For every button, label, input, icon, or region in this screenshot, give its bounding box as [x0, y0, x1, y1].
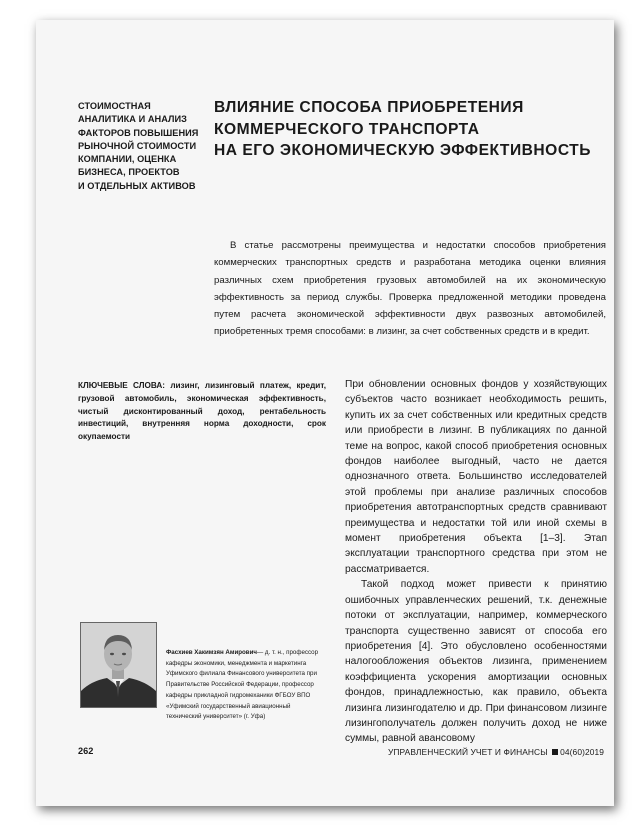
author-bio: — д. т. н., профессор кафедры экономики, менеджмента и маркетинга Уфимского филиала Финансового университета при Правительстве Российской Федерации, профессор кафедры прикладной гидромеханики ФГБОУ ВПО «Уфимский государственный авиационный технический университет» (г. Уфа) [166, 649, 319, 721]
body-paragraph: При обновлении основных фондов у хозяйствующих субъектов часто возникает необходимость решить, купить их за счет собственных или кредитных средств или приобрести в лизинг. В публикациях по данной теме на вопрос, какой способ приобретения основных фондов наиболее выгодный, часто не дается однозначного ответа. Большинство исследователей этой проблемы при анализе различных способов приобретения автотранспортных средств сравнивают преимущества и недостатки той или иной схемы в момент приобретения объекта [1–3]. Этап эксплуатации транспортного средства при этом не рассматривается. [345, 379, 607, 575]
section-caption-line: ФАКТОРОВ ПОВЫШЕНИЯ [78, 127, 199, 138]
article-title-line: КОММЕРЧЕСКОГО ТРАНСПОРТА [214, 120, 480, 138]
author-portrait-icon [81, 623, 156, 707]
section-caption-line: РЫНОЧНОЙ СТОИМОСТИ [78, 140, 197, 151]
section-caption-line: СТОИМОСТНАЯ [78, 101, 151, 111]
section-caption [78, 100, 208, 193]
abstract-text: В статье рассмотрены преимущества и недостатки способов приобретения коммерческих транспортных средств и разработана методика оценки влияния различных схем приобретения грузовых автомобилей на их экономическую эффективность за период службы. Проверка предложенной методики проведена путем расчета экономической эффективности двух развозных автомобилей, приобретенных тремя способами: в лизинг, за счет собственных средств и в кредит. [214, 240, 606, 338]
journal-footer [388, 747, 604, 757]
author-name: Фасхиев Хакимзян Амирович [166, 649, 258, 656]
body-paragraph: Такой подход может привести к принятию ошибочных управленческих решений, т.к. денежные потоки от эксплуатации, например, коммерческого транспорта существенно зависят от способа его приобретения [4]. Это обусловлено особенностями налогообложения объектов лизинга, применением коэффициента ускорения амортизации основных фондов, принадлежностью, как правило, объекта лизинга лизингодателю и др. При финансовом лизинге лизингополучатель должен получить доход не ниже суммы, равной авансовому [345, 579, 607, 745]
author-info [166, 648, 326, 723]
section-caption-line: КОМПАНИИ, ОЦЕНКА [78, 154, 177, 165]
journal-issue: 04(60)2019 [560, 747, 604, 757]
page-number: 262 [78, 746, 94, 756]
article-title-line: НА ЕГО ЭКОНОМИЧЕСКУЮ ЭФФЕКТИВНОСТЬ [214, 142, 591, 160]
article-title-line: ВЛИЯНИЕ СПОСОБА ПРИОБРЕТЕНИЯ [214, 99, 524, 116]
square-separator-icon [552, 749, 558, 755]
section-caption-line: АНАЛИТИКА И АНАЛИЗ [78, 114, 187, 125]
journal-name: УПРАВЛЕНЧЕСКИЙ УЧЕТ И ФИНАНСЫ [387, 747, 548, 757]
section-caption-line: БИЗНЕСА, ПРОЕКТОВ [78, 167, 180, 178]
article-title [214, 97, 604, 162]
section-caption-line: И ОТДЕЛЬНЫХ АКТИВОВ [78, 180, 196, 191]
author-photo [80, 622, 157, 708]
article-abstract [214, 237, 606, 341]
keywords-block: КЛЮЧЕВЫЕ СЛОВА: лизинг, лизинговый платеж, кредит, грузовой автомобиль, экономическая эффективность, чистый дисконтированный доход, рентабельность инвестиций, внутренняя норма доходности, срок окупаемости [78, 381, 326, 442]
article-body [345, 377, 607, 747]
